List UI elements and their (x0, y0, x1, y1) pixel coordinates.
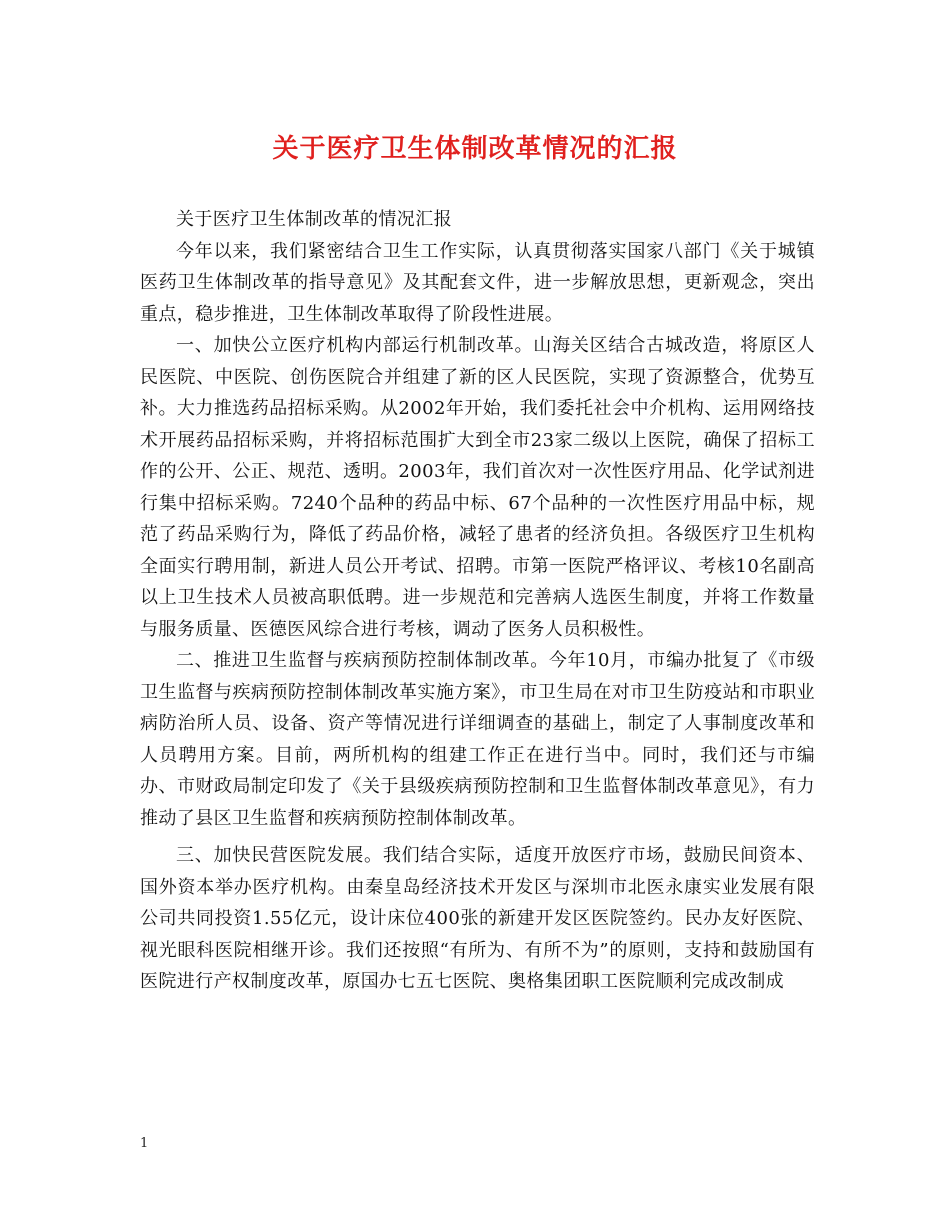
paragraph-subtitle: 关于医疗卫生体制改革的情况汇报 (176, 209, 452, 230)
paragraph-section-3: 三、加快民营医院发展。我们结合实际，适度开放医疗市场，鼓励民间资本、国外资本举办医疗机构。由秦皇岛经济技术开发区与深圳市北医永康实业发展有限公司共同投资1.55亿元，设计床位400张的新建开发区医院签约。民办友好医院、视光眼科医院相继开诊。我们还按照“有所为、有所不为”的原则，支持和鼓励国有医院进行产权制度改革，原国办七五七医院、奥格集团职工医院顺利完成改制成 (140, 845, 815, 992)
document-title: 关于医疗卫生体制改革情况的汇报 (272, 134, 678, 164)
page-number: 1 (140, 1136, 149, 1151)
paragraph-section-2: 二、推进卫生监督与疾病预防控制体制改革。今年10月，市编办批复了《市级卫生监督与疾病预防控制体制改革实施方案》，市卫生局在对市卫生防疫站和市职业病防治所人员、设备、资产等情况进行详细调查的基础上，制定了人事制度改革和人员聘用方案。目前，两所机构的组建工作正在进行当中。同时，我们还与市编办、市财政局制定印发了《关于县级疾病预防控制和卫生监督体制改革意见》，有力推动了县区卫生监督和疾病预防控制体制改革。 (140, 650, 815, 829)
paragraph-section-1: 一、加快公立医疗机构内部运行机制改革。山海关区结合古城改造，将原区人民医院、中医院、创伤医院合并组建了新的区人民医院，实现了资源整合，优势互补。大力推选药品招标采购。从2002年开始，我们委托社会中介机构、运用网络技术开展药品招标采购，并将招标范围扩大到全市23家二级以上医院，确保了招标工作的公开、公正、规范、透明。2003年，我们首次对一次性医疗用品、化学试剂进行集中招标采购。7240个品种的药品中标、67个品种的一次性医疗用品中标，规范了药品采购行为，降低了药品价格，减轻了患者的经济负担。各级医疗卫生机构全面实行聘用制，新进人员公开考试、招聘。市第一医院严格评议、考核10名副高以上卫生技术人员被高职低聘。进一步规范和完善病人选医生制度，并将工作数量与服务质量、医德医风综合进行考核，调动了医务人员积极性。 (140, 335, 815, 640)
paragraph-intro: 今年以来，我们紧密结合卫生工作实际，认真贯彻落实国家八部门《关于城镇医药卫生体制改革的指导意见》及其配套文件，进一步解放思想，更新观念，突出重点，稳步推进，卫生体制改革取得了阶段性进展。 (140, 240, 815, 325)
document-body (140, 204, 815, 998)
